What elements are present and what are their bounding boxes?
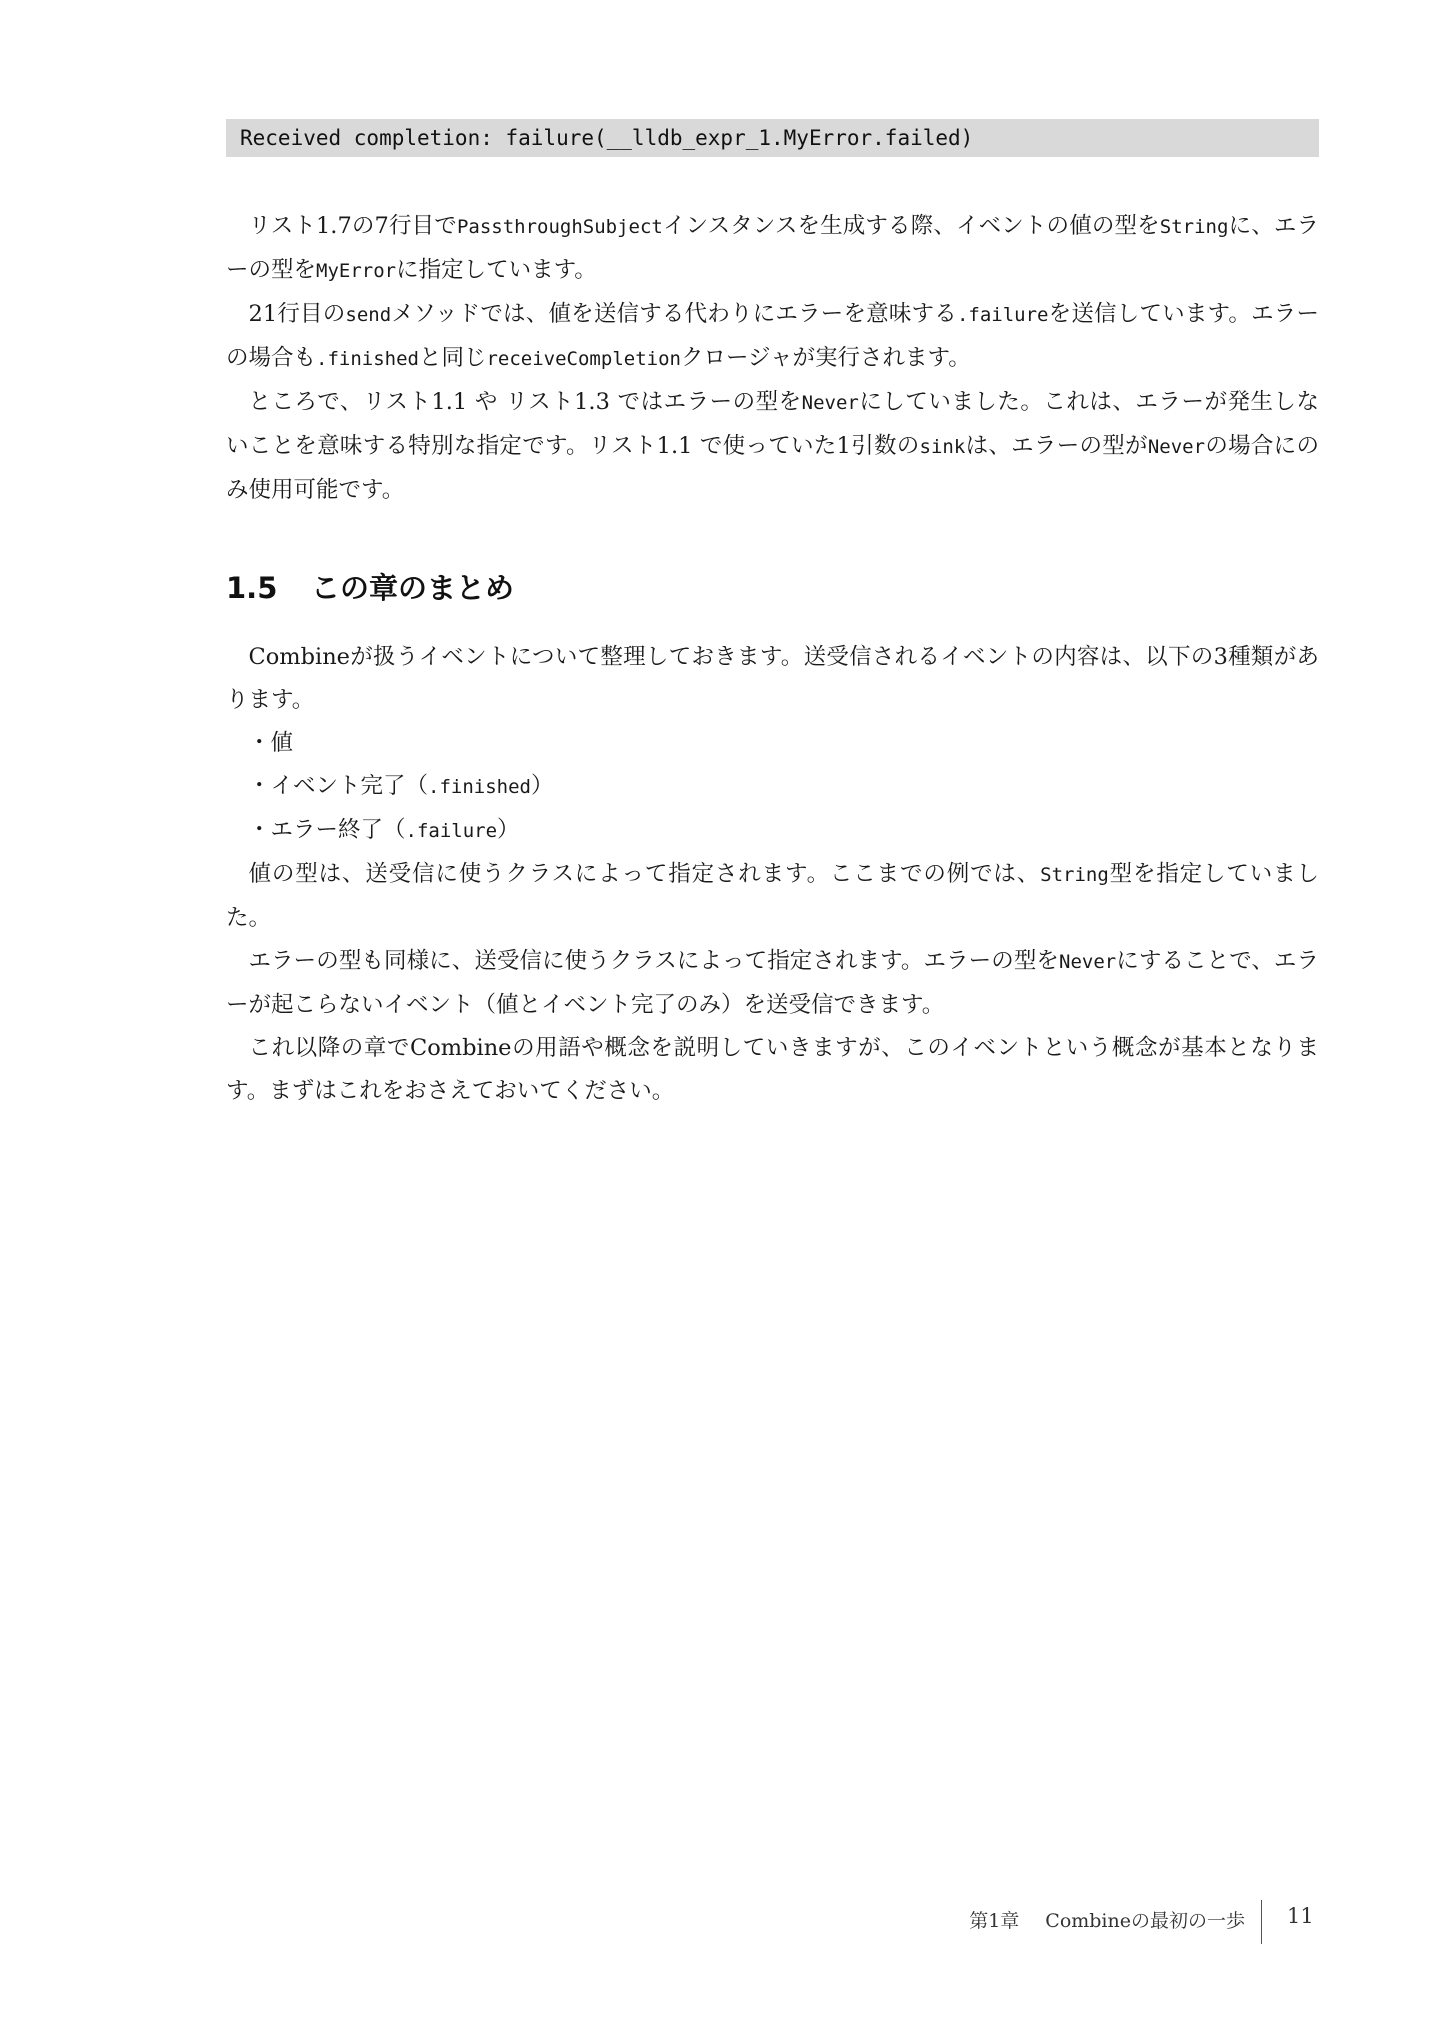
inline-code: Never xyxy=(1059,951,1117,973)
footer-divider xyxy=(1261,1900,1262,1944)
inline-code: send xyxy=(345,304,392,326)
chapter-title: Combineの最初の一歩 xyxy=(1045,1910,1245,1932)
text-segment: メソッドでは、値を送信する代わりにエラーを意味する xyxy=(391,301,957,327)
inline-code: sink xyxy=(919,436,966,458)
text-segment: に指定しています。 xyxy=(396,257,597,283)
inline-code: .failure xyxy=(405,820,498,842)
paragraph xyxy=(226,940,1319,1027)
text-segment: クロージャが実行されます。 xyxy=(680,345,971,371)
inline-code: MyError xyxy=(316,260,397,282)
paragraph xyxy=(226,293,1319,381)
bullet-list xyxy=(226,722,1319,853)
inline-code: receiveCompletion xyxy=(486,348,681,370)
text-segment: Combineが扱うイベントについて整理しておきます。送受信されるイベントの内容は、以下の3種類があります。 xyxy=(226,644,1319,713)
text-segment: は、エラーの型が xyxy=(965,433,1148,459)
text-segment: を送信しています。エラーの場合も xyxy=(226,301,1320,371)
inline-code: Never xyxy=(801,392,859,414)
inline-code: .failure xyxy=(956,304,1049,326)
text-segment: ・エラー終了（ xyxy=(248,817,406,843)
chapter-label: 第1章 xyxy=(969,1910,1020,1932)
inline-code: .finished xyxy=(316,348,419,370)
text-segment: に、エラーの型を xyxy=(226,213,1319,283)
inline-code: String xyxy=(1159,216,1229,238)
list-item xyxy=(226,722,1319,765)
text-segment: 21行目の xyxy=(248,301,346,327)
page-footer xyxy=(0,1900,1433,1944)
paragraph xyxy=(226,1027,1319,1113)
text-segment: にしていました。これは、エラーが発生しないことを意味する特別な指定です。リスト1.1 で使っていた1引数の xyxy=(226,389,1319,459)
bottom-paragraphs xyxy=(226,853,1319,1113)
text-segment: にすることで、エラーが起こらないイベント（値とイベント完了のみ）を送受信できます。 xyxy=(226,948,1319,1018)
section-heading xyxy=(226,568,1319,608)
inline-code: Never xyxy=(1147,436,1206,458)
text-segment: ところで、リスト1.1 や リスト1.3 ではエラーの型を xyxy=(248,389,802,415)
paragraph xyxy=(226,381,1319,512)
paragraph xyxy=(226,205,1319,293)
text-segment: の場合にのみ使用可能です。 xyxy=(226,433,1319,503)
list-item xyxy=(226,809,1319,853)
text-segment: と同じ xyxy=(418,345,487,371)
top-paragraphs xyxy=(226,205,1319,512)
code-line: Received completion: failure(__lldb_expr_1.MyError.failed) xyxy=(240,126,974,150)
section-number: 1.5 xyxy=(226,571,278,605)
text-segment: 型を指定していました。 xyxy=(226,861,1319,931)
text-segment: これ以降の章でCombineの用語や概念を説明していきますが、このイベントという概念が基本となります。まずはこれをおさえておいてください。 xyxy=(226,1035,1319,1104)
text-segment: ・イベント完了（ xyxy=(248,773,429,799)
text-segment: リスト1.7の7行目で xyxy=(248,213,457,239)
text-segment: ・値 xyxy=(248,730,294,756)
paragraph xyxy=(226,853,1319,940)
inline-code: PassthroughSubject xyxy=(456,216,663,238)
section-title: この章のまとめ xyxy=(311,571,515,605)
running-header xyxy=(969,1906,1245,1933)
page-number: 11 xyxy=(1287,1904,1314,1928)
text-segment: 値の型は、送受信に使うクラスによって指定されます。ここまでの例では、 xyxy=(248,861,1041,887)
text-segment: ） xyxy=(497,817,520,843)
inline-code: .finished xyxy=(428,776,531,798)
text-segment: エラーの型も同様に、送受信に使うクラスによって指定されます。エラーの型を xyxy=(248,948,1059,974)
inline-code: String xyxy=(1040,864,1109,886)
text-segment: ） xyxy=(530,773,554,799)
text-segment: インスタンスを生成する際、イベントの値の型を xyxy=(662,213,1160,239)
page-content xyxy=(226,205,1319,1113)
list-item xyxy=(226,765,1319,809)
code-output-block xyxy=(226,119,1319,157)
intro-paragraph xyxy=(226,636,1319,722)
paragraph xyxy=(226,636,1319,722)
